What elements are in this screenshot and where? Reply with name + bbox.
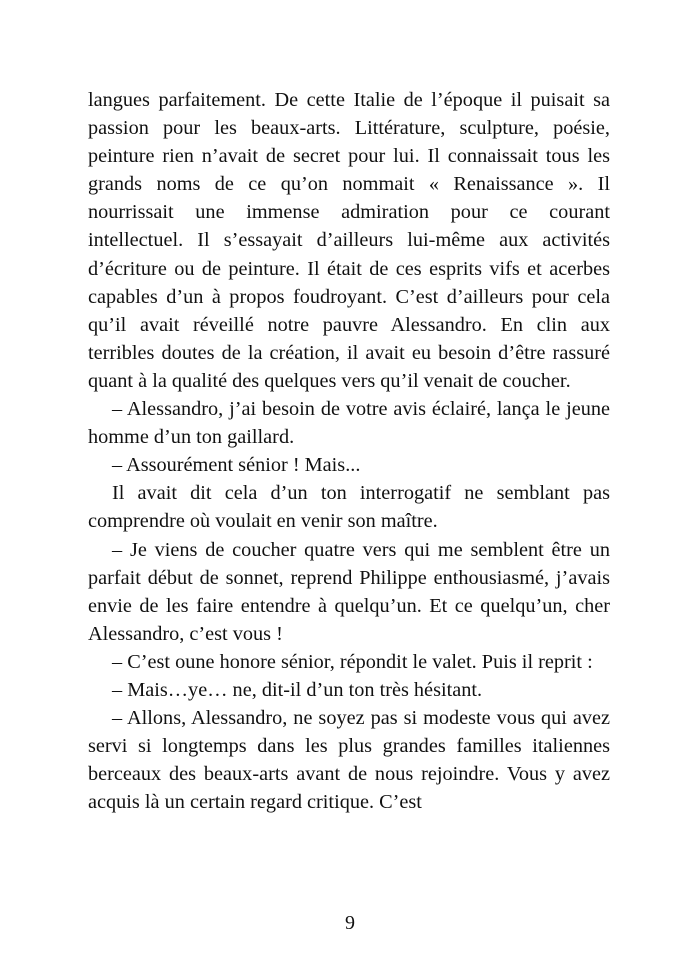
paragraph-1: langues parfaitement. De cette Italie de l’époque il puisait sa passion pour les beaux-arts. Littérature, sculpture, poésie, peinture rien n’avait de secret pour lui. Il connaissait tous les grands noms de ce qu’on nommait « Renaissance ». Il nourrissait une immense admiration pour ce courant intellectuel. Il s’essayait d’ailleurs lui-même aux activités d’écriture ou de peinture. Il était de ces esprits vifs et acerbes capables d’un à propos foudroyant. C’est d’ailleurs pour cela qu’il avait réveillé notre pauvre Alessandro. En clin aux terribles doutes de la création, il avait eu besoin d’être rassuré quant à la qualité des quelques vers qu’il venait de coucher. xyxy=(88,89,610,392)
paragraph-4: Il avait dit cela d’un ton interrogatif ne semblant pas comprendre où voulait en venir son maître. xyxy=(88,482,610,533)
paragraph-3: – Assourément sénior ! Mais... xyxy=(112,454,361,477)
page-number: 9 xyxy=(345,912,355,934)
paragraph-8: – Allons, Alessandro, ne soyez pas si modeste vous qui avez servi si longtemps dans les plus grandes familles italiennes berceaux des beaux-arts avant de nous rejoindre. Vous y avez acquis là un certain regard critique. C’est xyxy=(88,707,610,814)
paragraph-2: – Alessandro, j’ai besoin de votre avis éclairé, lança le jeune homme d’un ton gaillard. xyxy=(88,398,610,449)
paragraph-6: – C’est oune honore sénior, répondit le valet. Puis il reprit : xyxy=(112,650,593,673)
paragraph-7: – Mais…ye… ne, dit-il d’un ton très hésitant. xyxy=(112,678,483,701)
page-body xyxy=(88,86,610,816)
paragraph-5: – Je viens de coucher quatre vers qui me semblent être un parfait début de sonnet, reprend Philippe enthousiasmé, j’avais envie de les faire entendre à quelqu’un. Et ce quelqu’un, cher Alessandro, c’est vous ! xyxy=(88,538,610,645)
